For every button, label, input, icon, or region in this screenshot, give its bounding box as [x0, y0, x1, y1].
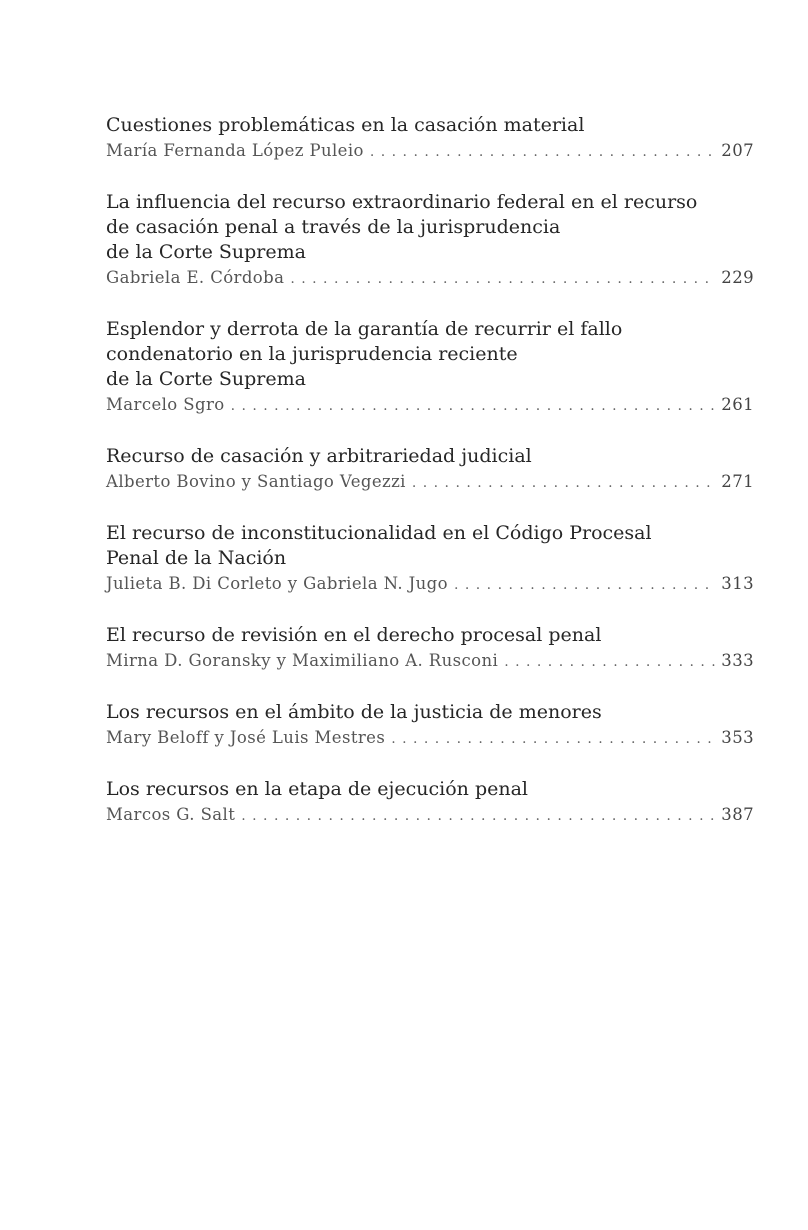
entry-author-row [106, 469, 754, 496]
entry-author: Marcelo Sgro [106, 395, 225, 414]
entry-author-row [106, 802, 754, 829]
toc-entry [106, 521, 754, 598]
entry-page-number: 261 [721, 395, 754, 414]
entry-title: Los recursos en la etapa de ejecución penal [106, 778, 528, 800]
entry-title: La influencia del recurso extraordinario federal en el recurso [106, 191, 698, 213]
entry-author: Gabriela E. Córdoba [106, 268, 285, 287]
toc-entry [106, 623, 754, 675]
entry-title: de la Corte Suprema [106, 241, 306, 263]
entry-page-number: 229 [721, 268, 754, 287]
dot-leader [241, 804, 715, 829]
toc-entry [106, 113, 754, 165]
dot-leader [412, 471, 715, 496]
entry-author-row [106, 265, 754, 292]
entry-page-number: 353 [721, 728, 754, 747]
dot-leader [290, 267, 715, 292]
dot-leader [504, 650, 715, 675]
entry-author-row [106, 138, 754, 165]
entry-author-row [106, 648, 754, 675]
dot-leader [231, 394, 716, 419]
entry-title: de la Corte Suprema [106, 368, 306, 390]
table-of-contents [106, 113, 754, 829]
entry-author: Marcos G. Salt [106, 805, 236, 824]
toc-entry [106, 444, 754, 496]
entry-author-row [106, 571, 754, 598]
entry-page-number: 271 [721, 472, 754, 491]
entry-author: María Fernanda López Puleio [106, 141, 364, 160]
entry-title: Esplendor y derrota de la garantía de recurrir el fallo [106, 318, 623, 340]
entry-title: El recurso de inconstitucionalidad en el Código Procesal [106, 522, 652, 544]
entry-title: Penal de la Nación [106, 547, 287, 569]
entry-author: Julieta B. Di Corleto y Gabriela N. Jugo [106, 574, 448, 593]
entry-author: Alberto Bovino y Santiago Vegezzi [106, 472, 406, 491]
entry-author-row [106, 725, 754, 752]
toc-entry [106, 700, 754, 752]
entry-title: condenatorio en la jurisprudencia reciente [106, 343, 518, 365]
entry-page-number: 207 [721, 141, 754, 160]
entry-author: Mirna D. Goransky y Maximiliano A. Rusconi [106, 651, 499, 670]
entry-title: Recurso de casación y arbitrariedad judicial [106, 445, 532, 467]
toc-entry [106, 777, 754, 829]
dot-leader [370, 140, 715, 165]
toc-entry [106, 190, 754, 292]
entry-title: Cuestiones problemáticas en la casación material [106, 114, 585, 136]
entry-page-number: 333 [721, 651, 754, 670]
entry-page-number: 313 [721, 574, 754, 593]
toc-entry [106, 317, 754, 419]
entry-title: Los recursos en el ámbito de la justicia de menores [106, 701, 602, 723]
entry-title: El recurso de revisión en el derecho procesal penal [106, 624, 602, 646]
entry-author: Mary Beloff y José Luis Mestres [106, 728, 386, 747]
entry-title: de casación penal a través de la jurisprudencia [106, 216, 561, 238]
entry-page-number: 387 [721, 805, 754, 824]
entry-author-row [106, 392, 754, 419]
dot-leader [454, 573, 715, 598]
dot-leader [391, 727, 715, 752]
